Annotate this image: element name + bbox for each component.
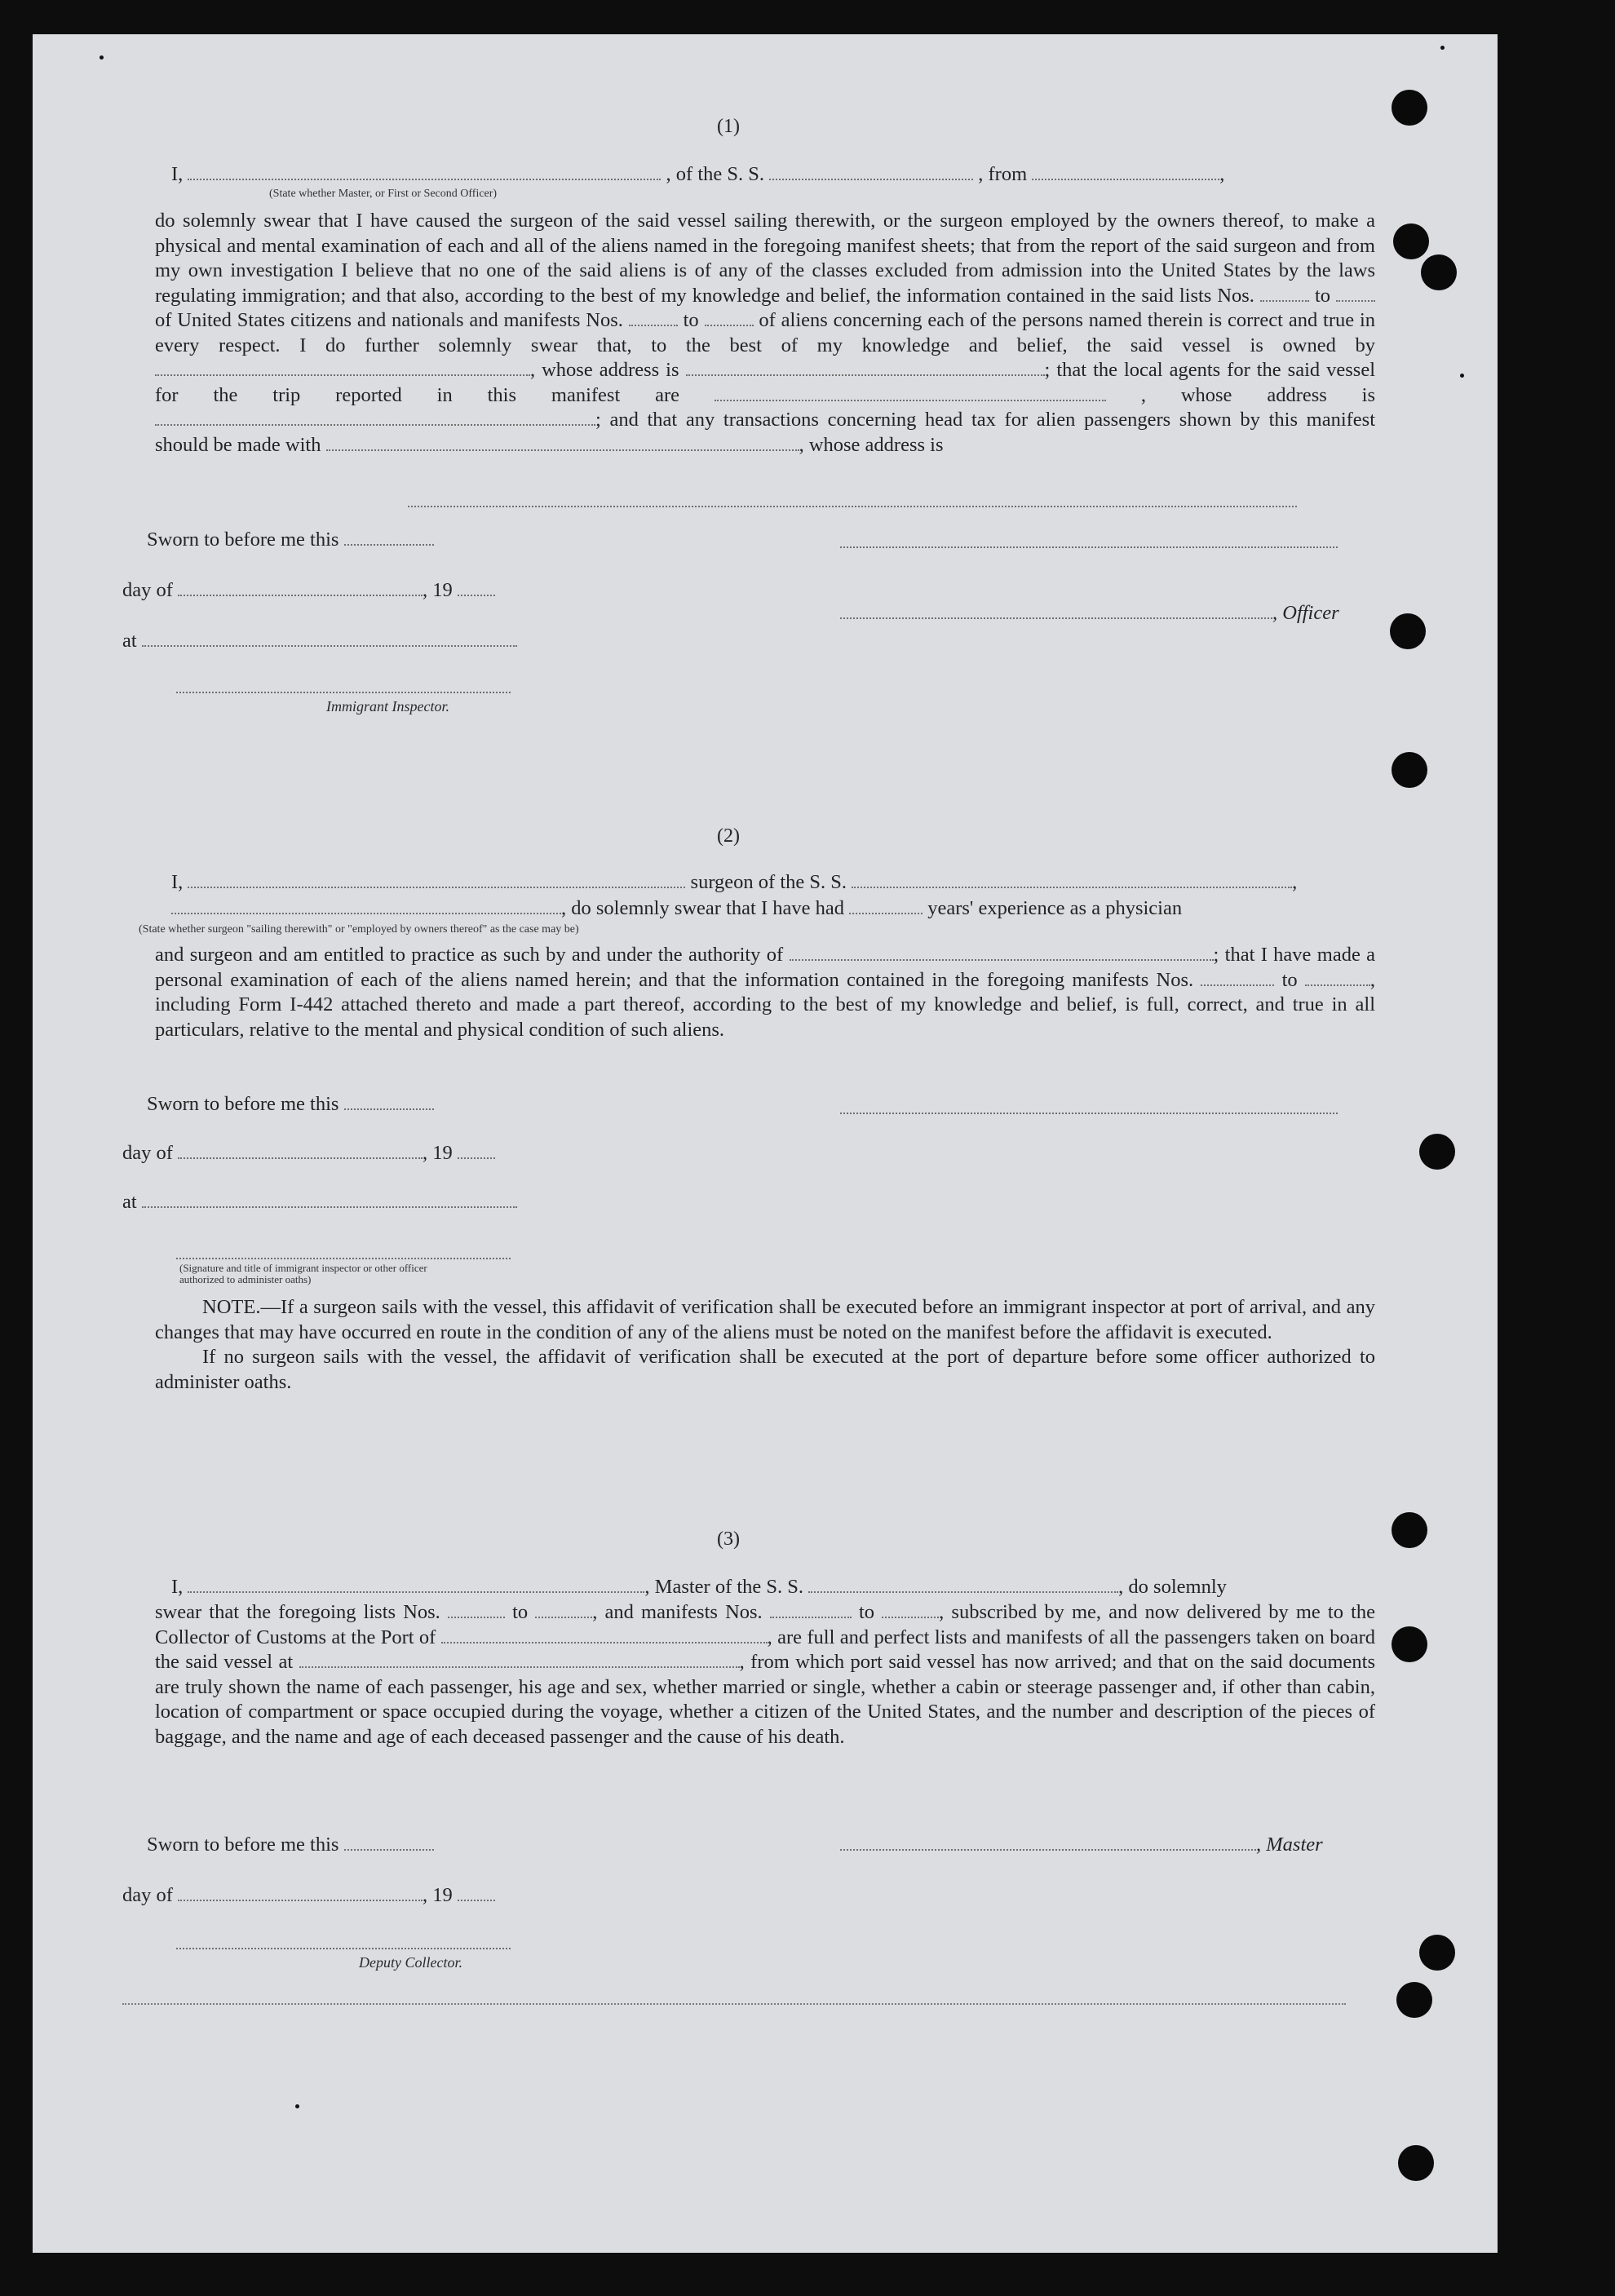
- section-1-number: (1): [717, 116, 740, 137]
- binder-hole: [1396, 1982, 1432, 2018]
- immigrant-inspector-caption: Immigrant Inspector.: [326, 698, 449, 714]
- signature-line: [840, 1113, 1338, 1114]
- speck: [1440, 46, 1445, 50]
- section-2-at: at: [122, 1191, 517, 1214]
- deputy-collector-caption: Deputy Collector.: [359, 1954, 462, 1971]
- speck: [295, 2104, 299, 2108]
- speck: [1460, 374, 1464, 378]
- oath-signature-line: [176, 1258, 511, 1259]
- section-1-sworn: Sworn to before me this: [147, 529, 434, 551]
- section-2-note: [155, 1295, 1375, 1395]
- section-2-body: [155, 943, 1375, 1042]
- binder-hole: [1419, 1134, 1455, 1170]
- section-2-sworn: Sworn to before me this: [147, 1093, 434, 1116]
- document-page: [33, 34, 1498, 2253]
- section-3-body: [155, 1600, 1375, 1750]
- section-3-number: (3): [717, 1528, 740, 1550]
- section-1-caption: (State whether Master, or First or Second Officer): [269, 188, 498, 200]
- binder-hole: [1419, 1935, 1455, 1971]
- binder-hole: [1390, 613, 1426, 649]
- section-2-paragraph: and surgeon and am entitled to practice as such by and under the authority of ; that I have made a personal examination of each of the aliens named herein; and that the information contained in the foregoing manifests Nos. to , including Form I-442 attached thereto and made a part thereof, according to the best of my knowledge and belief, is full, correct, and true in all particulars, relative to the mental and physical condition of such aliens.: [155, 944, 1376, 1041]
- binder-hole: [1421, 254, 1457, 290]
- separator-line: [408, 506, 1297, 507]
- section-2-day: day of , 19: [122, 1142, 495, 1165]
- section-2-line-1: I, surgeon of the S. S. ,: [171, 871, 1298, 893]
- note-paragraph-1: NOTE.—If a surgeon sails with the vessel, this affidavit of verification shall be executed before an immigrant inspector at port of arrival, and any changes that may have occurred en route in the condition of any of the aliens must be noted on the manifest before the affidavit is executed.: [155, 1296, 1375, 1343]
- section-1-body: [155, 209, 1375, 458]
- section-2-line-2: , do solemnly swear that I have had years' experience as a physician: [171, 897, 1182, 920]
- section-3-line-1: I, , Master of the S. S. , do solemnly: [171, 1576, 1227, 1598]
- section-1-at: at: [122, 630, 517, 653]
- binder-hole: [1392, 1626, 1427, 1662]
- section-2-caption: (State whether surgeon "sailing therewith" or "employed by owners thereof" as the case may be): [139, 923, 579, 936]
- binder-hole: [1392, 1512, 1427, 1548]
- signature-line: [840, 546, 1338, 548]
- section-3-day: day of , 19: [122, 1884, 495, 1907]
- speck: [100, 55, 104, 60]
- note-paragraph-2: If no surgeon sails with the vessel, the affidavit of verification shall be executed at the port of departure before some officer authorized to administer oaths.: [155, 1346, 1375, 1393]
- section-1-day: day of , 19: [122, 579, 495, 602]
- section-3-paragraph: swear that the foregoing lists Nos. to , and manifests Nos. to , subscribed by me, and now delivered by me to the Collector of Customs at the Port of , are full and perfect lists and manifests of all the passengers taken on board the said vessel at , from which port said vessel has now arrived; and that on the said documents are truly shown the name of each passenger, his age and sex, whether married or single, whether a cabin or steerage passenger and, if other than cabin, location of compartment or space occupied during the voyage, whether a citizen of the United States, and the number and description of the pieces of baggage, and the name and age of each deceased passenger and the cause of his death.: [155, 1601, 1376, 1748]
- binder-hole: [1392, 90, 1427, 126]
- binder-hole: [1398, 2145, 1434, 2181]
- section-3-sworn: Sworn to before me this: [147, 1834, 434, 1856]
- binder-hole: [1392, 752, 1427, 788]
- collector-signature-line: [176, 1948, 511, 1949]
- binder-hole: [1393, 223, 1429, 259]
- inspector-signature-line: [176, 692, 511, 693]
- section-1-paragraph: do solemnly swear that I have caused the surgeon of the said vessel sailing therewith, or the surgeon employed by the owners thereof, to make a physical and mental examination of each and all of the aliens named in the foregoing manifest sheets; that from the report of the said surgeon and from my own investigation I believe that no one of the said aliens is of any of the classes excluded from admission into the United States by the laws regulating immigration; and that also, according to the best of my knowledge and belief, the information contained in the said lists Nos. to of United States citizens and nationals and manifests Nos. to of aliens concerning each of the persons named therein is correct and true in every respect. I do further solemnly swear that, to the best of my knowledge and belief, the said vessel is owned by , whose address is ; that the local agents for the said vessel for the trip reported in this manifest are , whose address is ; and that any transactions concerning head tax for alien passengers shown by this manifest should be made with , whose address is: [155, 210, 1376, 456]
- section-1-officer: , Officer: [840, 602, 1339, 625]
- section-3-master: , Master: [840, 1834, 1323, 1856]
- bottom-rule: [122, 2003, 1346, 2005]
- section-2-number: (2): [717, 825, 740, 847]
- signature-caption: (Signature and title of immigrant inspector or other officer authorized to administer oaths): [179, 1262, 427, 1285]
- section-1-line-1: I, , of the S. S. , from ,: [171, 163, 1225, 185]
